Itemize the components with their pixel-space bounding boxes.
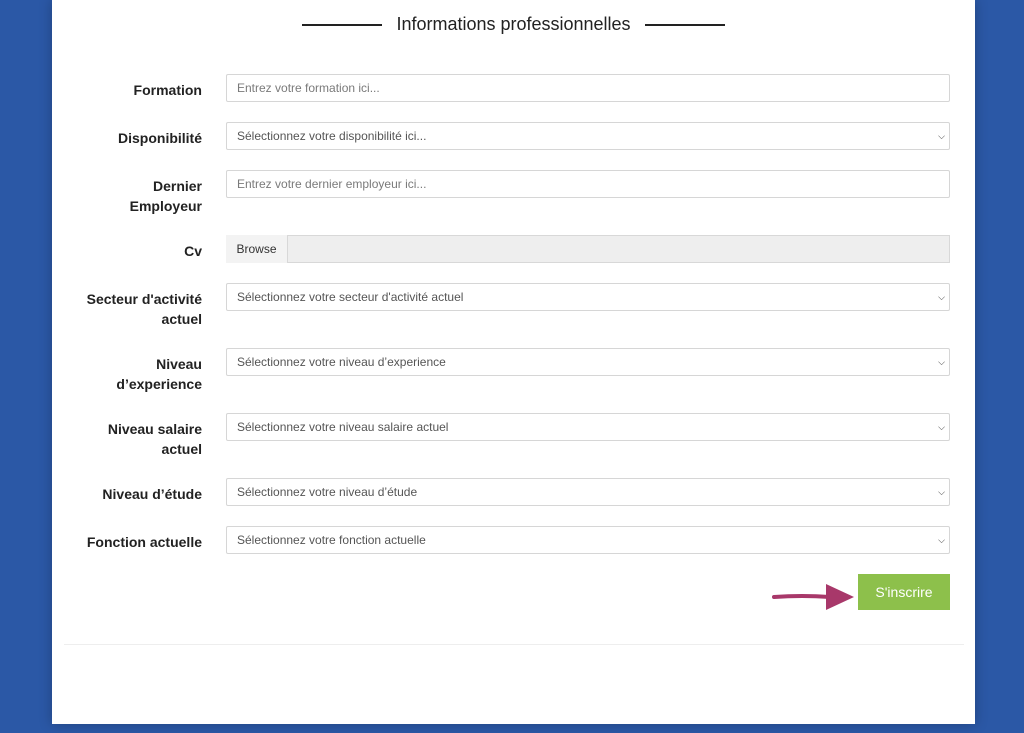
niveau-salaire-label-line1: Niveau salaire xyxy=(107,421,202,437)
fonction-select[interactable] xyxy=(226,526,950,554)
chevron-down-icon: ⌵ xyxy=(938,487,945,497)
title-divider-left xyxy=(302,24,382,26)
bottom-divider xyxy=(64,644,964,645)
secteur-label-line1: Secteur d'activité xyxy=(86,291,202,307)
chevron-down-icon: ⌵ xyxy=(938,422,945,432)
niveau-experience-label xyxy=(62,354,202,394)
registration-form-card xyxy=(52,0,975,724)
cv-file-input xyxy=(226,235,950,263)
section-title: Informations professionnelles xyxy=(396,14,631,34)
chevron-down-icon: ⌵ xyxy=(938,131,945,141)
secteur-selected-value: Sélectionnez votre secteur d'activité actuel xyxy=(237,290,464,304)
formation-input[interactable] xyxy=(226,74,950,102)
secteur-select[interactable] xyxy=(226,283,950,311)
disponibilite-select[interactable] xyxy=(226,122,950,150)
niveau-salaire-label xyxy=(62,419,202,459)
dernier-employeur-input[interactable] xyxy=(226,170,950,198)
chevron-down-icon: ⌵ xyxy=(938,357,945,367)
niveau-salaire-label-line2: actuel xyxy=(161,441,202,457)
secteur-label-line2: actuel xyxy=(161,311,202,327)
dernier-employeur-label-line2: Employeur xyxy=(129,198,202,214)
niveau-etude-label: Niveau d’étude xyxy=(102,486,202,502)
chevron-down-icon: ⌵ xyxy=(938,535,945,545)
niveau-experience-label-line2: d’experience xyxy=(116,376,202,392)
title-divider-right xyxy=(645,24,725,26)
niveau-experience-selected-value: Sélectionnez votre niveau d’experience xyxy=(237,355,446,369)
formation-placeholder: Entrez votre formation ici... xyxy=(237,81,380,95)
cv-label: Cv xyxy=(184,243,202,259)
fonction-selected-value: Sélectionnez votre fonction actuelle xyxy=(237,533,426,547)
niveau-experience-label-line1: Niveau xyxy=(156,356,202,372)
niveau-experience-select[interactable] xyxy=(226,348,950,376)
fonction-label: Fonction actuelle xyxy=(86,534,202,550)
niveau-salaire-select[interactable] xyxy=(226,413,950,441)
cv-browse-button[interactable]: Browse xyxy=(226,235,287,263)
cv-file-name-field[interactable] xyxy=(287,235,950,263)
secteur-label xyxy=(62,289,202,329)
arrow-right-icon xyxy=(772,580,856,614)
submit-button[interactable]: S'inscrire xyxy=(858,574,950,610)
chevron-down-icon: ⌵ xyxy=(938,292,945,302)
disponibilite-selected-value: Sélectionnez votre disponibilité ici... xyxy=(237,129,427,143)
dernier-employeur-placeholder: Entrez votre dernier employeur ici... xyxy=(237,177,427,191)
niveau-etude-select[interactable] xyxy=(226,478,950,506)
formation-label: Formation xyxy=(133,82,202,98)
disponibilite-label: Disponibilité xyxy=(118,130,202,146)
niveau-salaire-selected-value: Sélectionnez votre niveau salaire actuel xyxy=(237,420,449,434)
dernier-employeur-label-line1: Dernier xyxy=(152,178,202,194)
niveau-etude-selected-value: Sélectionnez votre niveau d’étude xyxy=(237,485,418,499)
section-header xyxy=(52,14,975,35)
dernier-employeur-label xyxy=(62,176,202,216)
